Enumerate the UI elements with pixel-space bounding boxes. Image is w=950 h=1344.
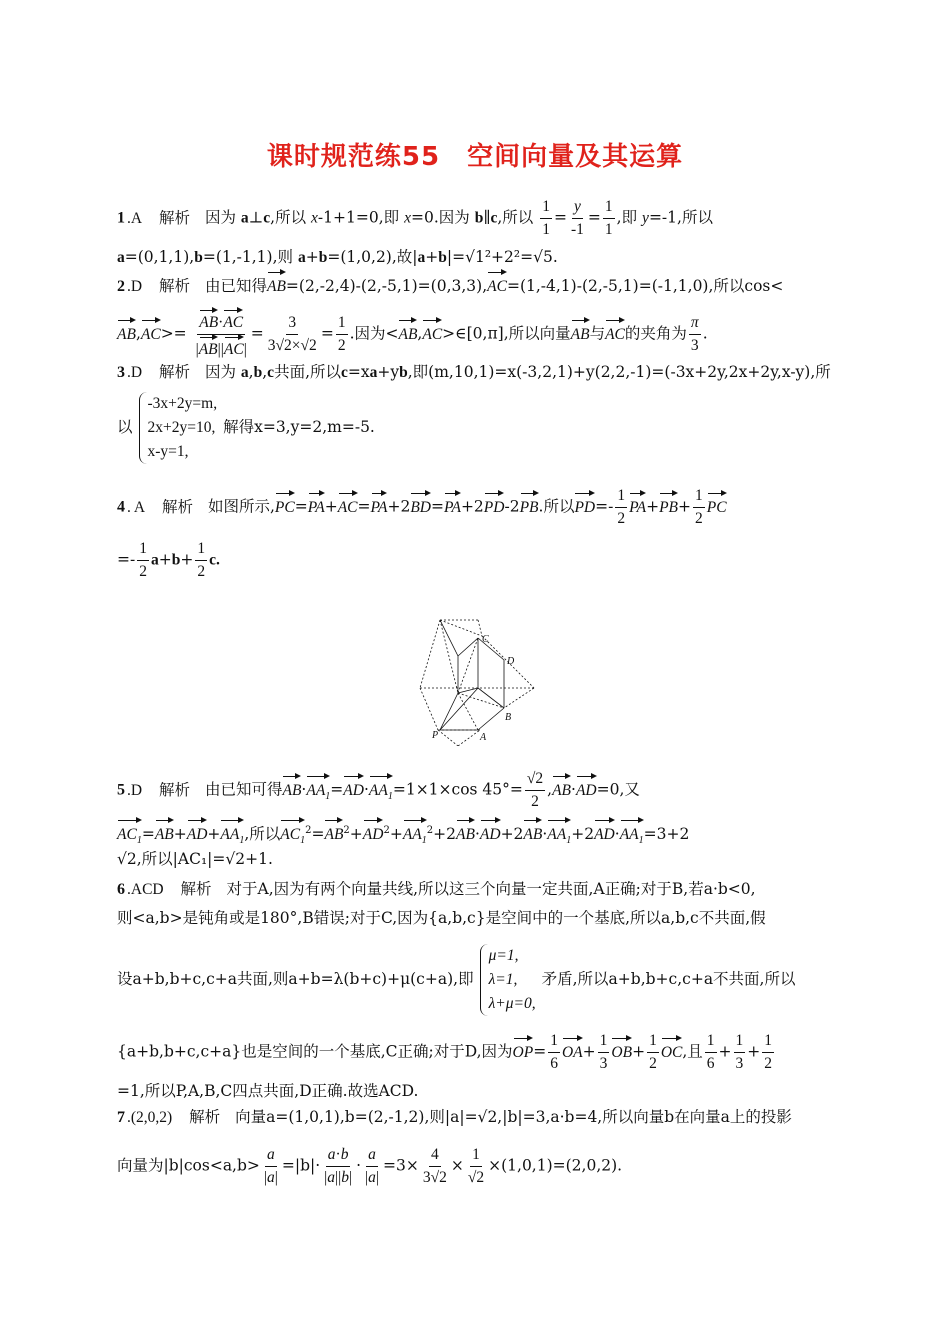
q1-text: ⊥ — [248, 208, 264, 227]
figure-label: D — [507, 656, 515, 667]
q4-text: c. — [209, 551, 220, 569]
q5-answer: .D — [127, 781, 143, 799]
q7-text: 向量为|b|cos<a,b> — [117, 1156, 260, 1175]
q1-line2: a=(0,1,1),b=(1,-1,1),则 a+b=(1,0,2),故|a+b|=√1²+2²=√5. — [117, 248, 558, 266]
fraction: $\frac{1}{2}$ — [337, 314, 346, 354]
q5-text: =3+2 — [643, 825, 690, 844]
q3-text: =x — [347, 363, 370, 381]
figure-label: B — [505, 712, 512, 723]
q7-text: 向量a=(1,0,1),b=(2,-1,2),则|a|=√2,|b|=3,a·b=4,所以向量b在向量a上的投影 — [235, 1108, 792, 1126]
q7-line1 — [117, 1104, 840, 1131]
q7-tag: 解析 — [189, 1108, 221, 1126]
q1-text: =-1,所以 — [648, 208, 713, 227]
equation: μ=1, — [488, 947, 519, 964]
q7-text: × — [450, 1156, 464, 1175]
figure-label: C — [482, 634, 489, 645]
q4-line2: =- $\frac{1}{2}$ a+b+ $\frac{1}{2}$ c. — [117, 538, 840, 583]
fraction: $\frac{1}{2}$ — [695, 487, 703, 527]
fraction: $\frac{1}{2}$ — [197, 540, 206, 580]
figure-label: P — [432, 730, 439, 741]
q2-line1: 2 .D 解析 由已知得AB=(2,-2,4)-(2,-5,1)=(0,3,3),AC=(1,-4,1)-(2,-5,1)=(-1,1,0),所以cos< — [117, 270, 840, 300]
q6-answer: .ACD — [127, 881, 164, 898]
q4-answer: . A — [127, 498, 146, 516]
fraction: $\frac{1}{3}$ — [599, 1032, 608, 1072]
fraction: $\frac{1}{1}$ — [542, 198, 550, 238]
q3-answer: .D — [127, 364, 143, 381]
equation: λ=1, — [488, 971, 518, 988]
q5-text: 由已知可得 — [204, 780, 283, 799]
q2-text: >∈[0,π],所以向量 — [442, 324, 571, 343]
q2-text: 与 — [589, 324, 606, 343]
fraction: $\frac{AB\cdot AC}{|AB||AC|}$ — [194, 308, 249, 361]
q6-text: =1,所以P,A,B,C四点共面,D正确.故选ACD. — [117, 1082, 419, 1100]
q1-text: =(1,0,2),故| — [327, 248, 418, 266]
fraction: $\frac{1}{1}$ — [604, 198, 613, 238]
q1-text: =0.因为 — [410, 208, 470, 227]
q6-line3 — [117, 944, 840, 1016]
q6-number: 6 — [117, 881, 125, 898]
q6-line4: {a+b,b+c,c+a}也是空间的一个基底,C正确;对于D,因为OP= $\frac{1}{6}$ OA+ $\frac{1}{3}$ OB+ $\frac{1}{2}$ OC,且 $\frac{1}{6}$ + $\frac{1}{3}$ + $\frac{1}{2}$ — [117, 1030, 840, 1075]
q7-text: =3× — [383, 1156, 419, 1175]
q4-number: 4 — [117, 498, 125, 516]
q7-text: · — [356, 1156, 362, 1175]
q2-text: =(1,-4,1)-(2,-5,1)=(-1,1,0),所以cos< — [506, 277, 784, 295]
q3-number: 3 — [117, 364, 125, 381]
q5-text: =0,又 — [596, 780, 640, 799]
fraction: $\frac{1}{3}$ — [735, 1032, 744, 1072]
q1-text: |=√1²+2²=√5. — [446, 248, 558, 266]
q5-text: √2,所以|AC₁|=√2+1. — [117, 850, 273, 868]
q3-line1: 3 .D 解析 因为 a,b,c共面,所以c=xa+yb,即(m,10,1)=x(-3,2,1)+y(2,2,-1)=(-3x+2y,2x+2y,x-y),所 — [117, 363, 831, 381]
page-title: 课时规范练55 空间向量及其运算 — [266, 142, 684, 172]
q7-line2 — [117, 1144, 840, 1189]
q5-tag: 解析 — [159, 780, 191, 799]
geometry-figure — [418, 618, 538, 746]
q6-text: 设a+b,b+c,c+a共面,则a+b=λ(b+c)+μ(c+a),即 — [117, 970, 474, 988]
fraction: $\frac{1}{6}$ — [550, 1032, 558, 1072]
q1-text: 因为 — [204, 208, 236, 227]
q4-text: 所以 — [543, 497, 575, 516]
q7-answer: .(2,0,2) — [127, 1109, 173, 1126]
fraction: $\frac{√2}{2}$ — [526, 770, 544, 810]
q4-text: =- — [117, 550, 136, 569]
q2-text: 的夹角为 — [624, 324, 687, 343]
fraction: $\frac{a\cdot b}{|a||b|}$ — [324, 1146, 353, 1186]
equation: x-y=1, — [147, 443, 189, 460]
q1-text: ∥ — [483, 208, 491, 227]
q3-text: 解得x=3,y=2,m=-5. — [223, 418, 375, 436]
fraction: $\frac{3}{3√2\times√2}$ — [267, 314, 317, 354]
q7-number: 7 — [117, 1109, 125, 1126]
equation: 2x+2y=10, — [147, 419, 216, 436]
q6-text: 矛盾,所以a+b,b+c,c+a不共面,所以 — [541, 970, 796, 988]
equation-system — [139, 392, 218, 464]
q2-text: =(2,-2,4)-(2,-5,1)=(0,3,3), — [285, 277, 488, 295]
q3-line2 — [117, 392, 840, 464]
q4-tag: 解析 — [162, 497, 194, 516]
q1-text: ,所以 — [497, 208, 534, 227]
equation-system — [480, 944, 536, 1016]
fraction: $\frac{1}{2}$ — [139, 540, 147, 580]
q3-text: ,即(m,10,1)=x(-3,2,1)+y(2,2,-1)=(-3x+2y,2x+2y,x-y),所 — [407, 363, 831, 381]
fraction: $\frac{a}{|a|}$ — [365, 1146, 379, 1186]
q6-line2 — [117, 905, 840, 931]
q1-line1: 1 .A 解析 因为 a⊥c,所以 x-1+1=0,即 x=0.因为 b∥c,所以 $\frac{1}{1}$ = $\frac{y}{-1}$ = $\frac{1}{1}$ ,即 y=-1,所以 — [117, 196, 840, 241]
q5-text: ,所以 — [244, 825, 281, 844]
q2-text: >= — [160, 324, 187, 343]
equation: λ+μ=0, — [488, 995, 536, 1012]
q2-text: .因为< — [349, 324, 399, 343]
fraction: $\frac{\pi}{3}$ — [690, 314, 699, 354]
q1-number: 1 — [117, 209, 125, 227]
q6-text: 则<a,b>是钝角或是180°,B错误;对于C,因为{a,b,c}是空间中的一个基底,所以a,b,c不共面,假 — [117, 909, 766, 927]
q5-text: =1×1×cos 45°= — [392, 780, 523, 799]
q6-line5 — [117, 1078, 840, 1104]
equation: -3x+2y=m, — [147, 395, 218, 412]
fraction: $\frac{1}{√2}$ — [467, 1146, 485, 1186]
q7-text: ×(1,0,1)=(2,0,2). — [488, 1156, 623, 1175]
q5-line2: $AC_1=AB+AD+AA_1$,所以$AC_1^2=AB^2+AD^2+AA_1^2+2AB\cdot AD+2AB\cdot AA_1+2AD\cdot AA_1=3+2$ — [117, 818, 840, 854]
q2-tag: 解析 — [159, 277, 191, 295]
q5-line1: 5 .D 解析 由已知可得$AB\cdot AA_1=AD\cdot AA_1=1\times 1\times\cos$ 45°= $\frac{√2}{2}$ ,AB·AD=0,又 — [117, 768, 840, 813]
q1-answer: .A — [127, 209, 143, 227]
q3-text: 因为 — [204, 363, 236, 381]
q7-text: =|b|· — [281, 1156, 321, 1175]
q2-number: 2 — [117, 278, 125, 295]
q4-line1: 4 . A 解析 如图所示,PC=PA+AC=PA+2BD=PA+2PD-2PB.所以PD=- $\frac{1}{2}$ PA+PB+ $\frac{1}{2}$ PC — [117, 485, 840, 530]
q1-text: =(1,-1,1),则 — [202, 248, 294, 266]
fraction: $\frac{1}{6}$ — [706, 1032, 715, 1072]
fraction: $\frac{4}{3√2}$ — [422, 1146, 447, 1186]
figure-label: A — [480, 732, 487, 743]
q2-answer: .D — [127, 278, 143, 295]
q6-tag: 解析 — [180, 880, 212, 898]
q3-text: +y — [377, 363, 400, 381]
q6-text: 对于A,因为有两个向量共线,所以这三个向量一定共面,A正确;对于B,若a·b<0, — [226, 880, 756, 898]
q2-line2: AB,AC>= $\frac{AB\cdot AC}{|AB||AC|}$ = $\frac{3}{3√2\times√2}$ = $\frac{1}{2}$ .因为<AB,AC>∈[0,π],所以向量AB与AC的夹角为 $\frac{\pi}{3}$ . — [117, 308, 840, 361]
q2-text: . — [702, 324, 708, 343]
q1-text: =(0,1,1), — [124, 248, 195, 266]
q3-tag: 解析 — [159, 363, 191, 381]
fraction: $\frac{a}{|a|}$ — [263, 1146, 278, 1186]
q3-text: 共面,所以 — [274, 363, 341, 381]
q1-tag: 解析 — [159, 208, 191, 227]
q5-line3 — [117, 846, 840, 872]
q4-text: 如图所示, — [207, 497, 275, 516]
q6-text: {a+b,b+c,c+a}也是空间的一个基底,C正确;对于D,因为 — [117, 1042, 513, 1061]
q1-text: -1+1=0,即 — [317, 208, 400, 227]
q5-number: 5 — [117, 781, 125, 799]
fraction: $\frac{1}{2}$ — [764, 1032, 773, 1072]
q5-text: , — [547, 780, 553, 799]
fraction: $\frac{y}{-1}$ — [571, 198, 584, 238]
q3-text: 以 — [117, 418, 133, 436]
q1-text: ,即 — [616, 208, 638, 227]
q1-text: ,所以 — [270, 208, 307, 227]
fraction: $\frac{1}{2}$ — [617, 487, 626, 527]
q2-text: 由已知得 — [204, 277, 267, 295]
q6-line1 — [117, 876, 840, 903]
fraction: $\frac{1}{2}$ — [649, 1032, 657, 1072]
q6-text: ,且 — [682, 1042, 703, 1061]
